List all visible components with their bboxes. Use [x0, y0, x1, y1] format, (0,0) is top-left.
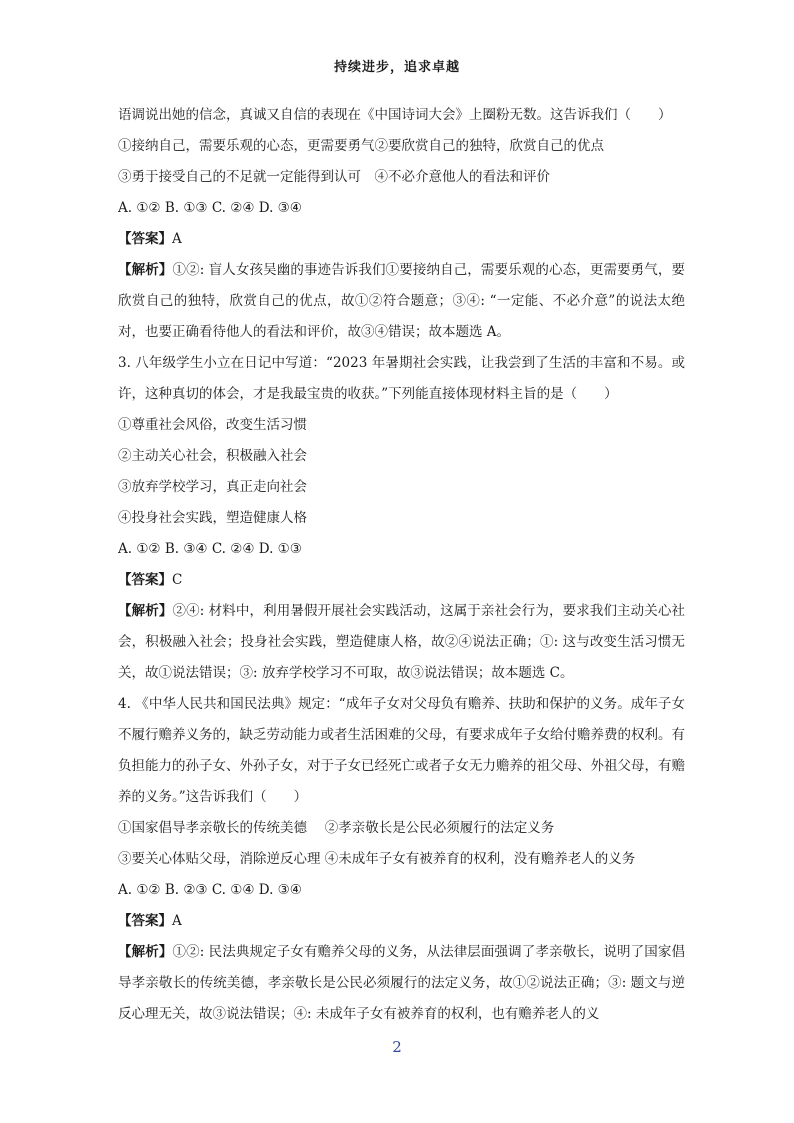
q4-stem: 4. 《中华人民共和国民法典》规定：“成年子女对父母负有赡养、扶助和保护的义务。成年子女不履行赡养义务的，缺乏劳动能力或者生活困难的父母，有要求成年子女给付赡养费的权利。有负担能力的孙子女、外孙子女，对于子女已经死亡或者子女无力赡养的祖父母、外祖父母，有赡养的义务。”这告诉我们（ ） — [118, 696, 685, 805]
answer-value: A — [172, 231, 182, 247]
q3-choices: A. ①② B. ③④ C. ②④ D. ①③ — [118, 541, 302, 557]
analysis-text: ②④: 材料中，利用暑假开展社会实践活动，这属于亲社会行为，要求我们主动关心社会，积极融入社会；投身社会实践，塑造健康人格，故②④说法正确；①: 这与改变生活习惯无关，故①说法错误；③: 放弃学校学习不可取，故③说法错误；故本题选 C。 — [118, 603, 686, 681]
answer-label: 【答案】 — [118, 913, 172, 929]
answer-label: 【答案】 — [118, 572, 172, 588]
q4-analysis — [118, 937, 685, 1030]
q3-option: ④投身社会实践，塑造健康人格 — [118, 510, 307, 526]
analysis-label: 【解析】 — [118, 603, 173, 619]
analysis-label: 【解析】 — [118, 944, 173, 960]
q2-options-line-2: ③勇于接受自己的不足就一定能得到认可 ④不必介意他人的看法和评价 — [118, 169, 550, 185]
q3-option: ③放弃学校学习，真正走向社会 — [118, 479, 307, 495]
analysis-text: ①②: 盲人女孩吴幽的事迹告诉我们①要接纳自己，需要乐观的心态，更需要勇气，要欣赏自己的独特，欣赏自己的优点，故①②符合题意；③④: “一定能、不必介意”的说法太绝对，也要正确看待他人的看法和评价，故③④错误；故本题选 A。 — [118, 262, 686, 340]
q2-options-line-1: ①接纳自己，需要乐观的心态，更需要勇气②要欣赏自己的独特，欣赏自己的优点 — [118, 138, 604, 154]
q2-analysis — [118, 255, 685, 348]
q3-analysis — [118, 596, 685, 689]
analysis-label: 【解析】 — [118, 262, 173, 278]
q3-answer — [118, 565, 685, 596]
answer-value: C — [172, 572, 183, 588]
document-body — [118, 100, 685, 1030]
answer-value: A — [172, 913, 182, 929]
q4-option: ③要关心体贴父母，消除逆反心理 ④未成年子女有被养育的权利，没有赡养老人的义务 — [118, 851, 636, 867]
q3-option: ②主动关心社会，积极融入社会 — [118, 448, 307, 464]
q2-stem-continuation: 语调说出她的信念，真诚又自信的表现在《中国诗词大会》上圈粉无数。这告诉我们（ ） — [118, 107, 672, 123]
analysis-text: ①②: 民法典规定子女有赡养父母的义务，从法律层面强调了孝亲敬长，说明了国家倡导孝亲敬长的传统美德，孝亲敬长是公民必须履行的法定义务，故①②说法正确；③: 题文与逆反心理无关，故③说法错误；④: 未成年子女有被养育的权利，也有赡养老人的义 — [118, 944, 686, 1022]
page-number: 2 — [392, 1038, 402, 1056]
q4-answer — [118, 906, 685, 937]
q2-answer — [118, 224, 685, 255]
q2-choices: A. ①② B. ①③ C. ②④ D. ③④ — [118, 200, 302, 216]
q3-option: ①尊重社会风俗，改变生活习惯 — [118, 417, 307, 433]
q3-stem: 3. 八年级学生小立在日记中写道：“2023 年暑期社会实践，让我尝到了生活的丰富和不易。或许，这种真切的体会，才是我最宝贵的收获。”下列能直接体现材料主旨的是（ ） — [118, 355, 685, 402]
answer-label: 【答案】 — [118, 231, 172, 247]
q4-option: ①国家倡导孝亲敬长的传统美德 ②孝亲敬长是公民必须履行的法定义务 — [118, 820, 555, 836]
q4-choices: A. ①② B. ②③ C. ①④ D. ③④ — [118, 882, 302, 898]
page-header: 持续进步，追求卓越 — [333, 60, 460, 75]
